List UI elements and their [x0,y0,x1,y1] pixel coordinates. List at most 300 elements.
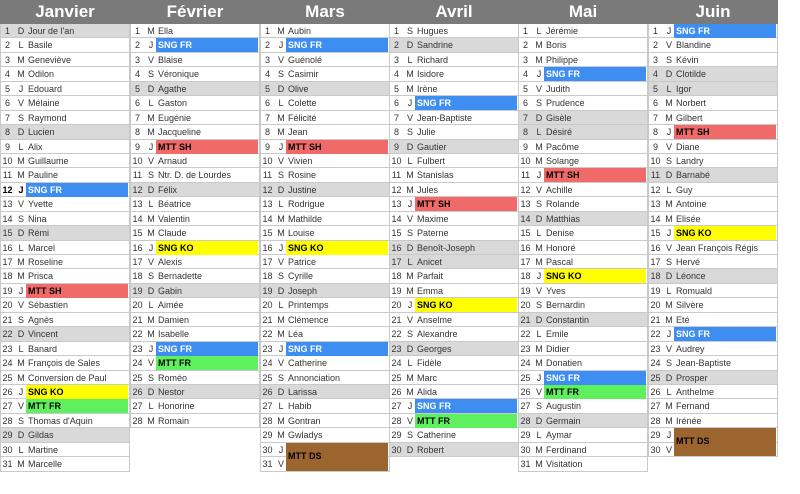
day-row[interactable] [389,96,519,110]
day-row[interactable] [260,67,390,81]
saint-name: Blandine [676,40,712,51]
month-title: Janvier [35,2,95,21]
day-row[interactable] [0,298,130,312]
day-row[interactable] [0,313,130,327]
weekday-letter: L [148,98,154,109]
day-row[interactable] [518,428,648,442]
day-number: 11 [520,170,531,181]
day-row[interactable] [518,125,648,139]
day-row[interactable] [0,38,130,52]
day-row[interactable] [130,385,260,399]
day-row[interactable] [389,168,519,182]
day-row[interactable] [0,385,130,399]
saint-name: Pascal [546,257,574,267]
weekday-letter: D [406,444,414,455]
weekday-letter: V [406,415,413,426]
day-row[interactable] [518,212,648,226]
day-row[interactable] [0,414,130,428]
day-row[interactable] [0,168,130,182]
day-row[interactable] [648,226,778,240]
weekday-letter: V [535,285,542,296]
day-row[interactable] [518,269,648,283]
day-row[interactable] [389,111,519,125]
day-row[interactable] [130,313,260,327]
day-row[interactable] [518,226,648,240]
day-row[interactable] [518,67,648,81]
day-row[interactable] [648,24,778,38]
day-row[interactable] [0,154,130,168]
day-row[interactable] [0,212,130,226]
day-row[interactable] [389,342,519,356]
day-row[interactable] [260,342,390,356]
day-row[interactable] [648,82,778,96]
day-row[interactable] [389,53,519,67]
day-number: 21 [132,314,143,325]
weekday-letter: V [535,386,542,397]
weekday-letter: M [277,127,285,138]
day-number: 18 [2,271,13,282]
day-row[interactable] [130,241,260,255]
day-row[interactable] [389,313,519,327]
day-row[interactable] [130,298,260,312]
day-row[interactable] [0,399,130,413]
weekday-letter: V [277,257,284,267]
weekday-letter: J [148,343,154,354]
day-number: 11 [132,170,143,181]
day-row[interactable] [389,154,519,168]
day-row[interactable] [0,241,130,255]
saint-name: Gaston [158,98,188,109]
day-number: 11 [391,170,402,181]
day-row[interactable] [518,313,648,327]
day-row[interactable] [260,327,390,341]
saint-name: Gisèle [546,112,572,123]
day-row[interactable] [260,82,390,96]
day-row[interactable] [518,356,648,370]
day-row[interactable] [518,82,648,96]
day-row[interactable] [518,371,648,385]
day-number: 6 [264,98,270,109]
day-row[interactable] [260,385,390,399]
day-row[interactable] [389,241,519,255]
day-row[interactable] [389,414,519,428]
day-row[interactable] [0,140,130,154]
day-row[interactable] [0,96,130,110]
weekday-letter: V [147,155,154,166]
day-row[interactable] [130,24,260,38]
day-row[interactable] [648,313,778,327]
day-row[interactable] [0,111,130,125]
weekday-letter: S [147,170,154,181]
weekday-letter: V [17,401,24,412]
day-row[interactable] [389,443,519,457]
saint-name: Yves [546,285,566,296]
day-row[interactable] [518,111,648,125]
day-row[interactable] [130,342,260,356]
day-row[interactable] [0,284,130,298]
day-row[interactable] [0,226,130,240]
day-row[interactable] [648,53,778,67]
day-row[interactable] [389,38,519,52]
day-row[interactable] [648,140,778,154]
day-number: 9 [393,141,399,152]
day-row[interactable] [130,82,260,96]
day-row[interactable] [648,197,778,211]
day-row[interactable] [130,168,260,182]
weekday-letter: S [406,329,413,340]
day-row[interactable] [648,154,778,168]
month-title: Mai [568,2,598,21]
day-row[interactable] [130,284,260,298]
day-row[interactable] [130,38,260,52]
day-row[interactable] [0,269,130,283]
day-row[interactable] [518,96,648,110]
day-number: 12 [520,184,531,195]
day-row[interactable] [518,255,648,269]
event-label: SNG FR [286,38,388,52]
day-row[interactable] [130,356,260,370]
saint-name: Mélaine [28,98,60,109]
event-label: SNG KO [156,241,258,255]
day-row[interactable] [389,371,519,385]
event-label: MTT SH [415,197,517,211]
day-row[interactable] [648,414,778,428]
day-row[interactable] [260,197,390,211]
day-row[interactable] [389,356,519,370]
day-row[interactable] [260,371,390,385]
saint-name: Jean François Régis [676,242,759,253]
day-row[interactable] [389,399,519,413]
day-number: 25 [2,372,13,383]
day-number: 5 [652,83,658,94]
saint-name: Honoré [546,242,576,253]
day-row[interactable] [0,53,130,67]
day-row[interactable] [518,183,648,197]
day-row[interactable] [389,82,519,96]
day-number: 14 [2,213,13,224]
day-row[interactable] [0,197,130,211]
day-row[interactable] [518,140,648,154]
day-row[interactable] [260,226,390,240]
weekday-letter: M [406,69,414,80]
day-row[interactable] [260,140,390,154]
day-row[interactable] [518,414,648,428]
day-row[interactable] [389,183,519,197]
day-row[interactable] [0,24,130,38]
saint-name: Habib [288,401,312,412]
weekday-letter: V [17,300,24,311]
saint-name: Aimée [158,300,184,311]
day-row[interactable] [389,385,519,399]
day-row[interactable] [0,183,130,197]
day-row[interactable] [260,96,390,110]
day-number: 18 [391,271,402,282]
saint-name: Larissa [288,386,318,397]
day-number: 14 [391,213,402,224]
saint-name: Hugues [417,26,449,36]
day-row[interactable] [260,38,390,52]
day-row[interactable] [130,53,260,67]
day-row[interactable] [518,457,648,471]
saint-name: Banard [28,343,58,354]
saint-name: Sandrine [417,40,454,51]
day-row[interactable] [260,241,390,255]
day-row[interactable] [130,399,260,413]
day-row[interactable] [0,327,130,341]
saint-name: Désiré [546,127,573,138]
day-row[interactable] [130,269,260,283]
day-row[interactable] [0,356,130,370]
weekday-letter: D [665,170,673,181]
saint-name: Nestor [158,386,185,397]
day-row[interactable] [389,212,519,226]
day-row[interactable] [260,269,390,283]
day-row[interactable] [0,82,130,96]
day-number: 14 [650,213,661,224]
day-row[interactable] [648,298,778,312]
day-row[interactable] [0,443,130,457]
weekday-letter: D [535,314,543,325]
saint-name: Achille [546,184,573,195]
day-row[interactable] [130,255,260,269]
day-row[interactable] [260,53,390,67]
day-row[interactable] [518,38,648,52]
day-number: 30 [2,444,13,455]
saint-name: Guénolé [288,54,323,65]
weekday-letter: M [147,314,155,325]
event-label: MTT FR [415,414,517,428]
day-row[interactable] [130,125,260,139]
saint-name: Fulbert [417,155,446,166]
weekday-letter: D [147,184,155,195]
saint-name: Guy [676,184,693,195]
day-row[interactable] [648,125,778,139]
day-row[interactable] [518,168,648,182]
day-row[interactable] [260,414,390,428]
weekday-letter: S [535,98,542,109]
day-row[interactable] [518,385,648,399]
day-row[interactable] [648,284,778,298]
day-number: 7 [264,112,270,123]
weekday-letter: M [17,257,25,267]
weekday-letter: J [278,343,284,354]
day-row[interactable] [648,111,778,125]
day-row[interactable] [648,67,778,81]
day-row[interactable] [389,140,519,154]
saint-name: Bernadette [158,271,203,282]
weekday-letter: D [535,112,543,123]
weekday-letter: S [17,213,24,224]
weekday-letter: S [406,127,413,138]
day-number: 17 [2,257,13,267]
day-row[interactable] [0,457,130,471]
day-row[interactable] [130,96,260,110]
day-row[interactable] [518,197,648,211]
event-label: SNG FR [674,327,776,341]
day-row[interactable] [518,154,648,168]
day-number: 15 [262,228,273,239]
weekday-letter: M [147,228,155,239]
day-number: 28 [2,415,13,426]
day-row[interactable] [0,371,130,385]
weekday-letter: S [17,415,24,426]
day-number: 3 [652,54,658,65]
day-row[interactable] [518,443,648,457]
saint-name: Blaise [158,54,183,65]
day-row[interactable] [389,269,519,283]
day-row[interactable] [648,385,778,399]
day-row[interactable] [0,67,130,81]
weekday-letter: V [406,314,413,325]
saint-name: Guillaume [28,155,69,166]
day-row[interactable] [648,428,778,447]
day-row[interactable] [260,168,390,182]
day-row[interactable] [130,154,260,168]
day-row[interactable] [260,125,390,139]
day-row[interactable] [130,67,260,81]
day-row[interactable] [648,327,778,341]
weekday-letter: L [666,83,672,94]
day-row[interactable] [0,125,130,139]
day-number: 26 [132,386,143,397]
day-row[interactable] [130,111,260,125]
saint-name: Félix [158,184,178,195]
day-row[interactable] [260,24,390,38]
saint-name: Constantin [546,314,590,325]
weekday-letter: L [407,257,413,267]
day-row[interactable] [260,443,390,461]
day-number: 8 [652,127,658,138]
weekday-letter: S [147,271,154,282]
weekday-letter: L [536,228,542,239]
day-row[interactable] [0,255,130,269]
day-row[interactable] [518,284,648,298]
day-row[interactable] [260,255,390,269]
day-row[interactable] [0,342,130,356]
saint-name: Solange [546,155,580,166]
day-row[interactable] [130,140,260,154]
weekday-letter: M [147,112,155,123]
day-row[interactable] [648,269,778,283]
month-title: Février [166,2,224,21]
day-number: 22 [391,329,402,340]
day-row[interactable] [130,414,260,428]
day-row[interactable] [260,154,390,168]
day-row[interactable] [389,255,519,269]
day-row[interactable] [260,284,390,298]
day-row[interactable] [648,96,778,110]
day-number: 3 [4,54,10,65]
weekday-letter: J [666,329,672,340]
weekday-letter: S [147,372,154,383]
day-row[interactable] [648,255,778,269]
weekday-letter: D [17,228,25,239]
saint-name: Eté [676,314,690,325]
day-number: 27 [132,401,143,412]
weekday-letter: M [147,26,155,36]
day-row[interactable] [648,168,778,182]
day-row[interactable] [389,226,519,240]
day-row[interactable] [389,125,519,139]
day-row[interactable] [389,284,519,298]
weekday-letter: M [277,329,285,340]
weekday-letter: V [665,444,672,455]
day-row[interactable] [389,298,519,312]
day-number: 9 [652,141,658,152]
day-row[interactable] [260,183,390,197]
day-number: 8 [4,127,10,138]
day-row[interactable] [518,399,648,413]
day-number: 17 [650,257,661,267]
day-row[interactable] [260,399,390,413]
day-row[interactable] [260,111,390,125]
weekday-letter: J [148,40,154,51]
day-row[interactable] [648,399,778,413]
saint-name: Donatien [546,358,583,369]
day-row[interactable] [260,356,390,370]
day-row[interactable] [260,313,390,327]
saint-name: Boris [546,40,567,51]
day-number: 22 [132,329,143,340]
day-row[interactable] [130,197,260,211]
day-row[interactable] [130,212,260,226]
day-row[interactable] [648,212,778,226]
day-row[interactable] [518,24,648,38]
day-row[interactable] [130,327,260,341]
day-row[interactable] [130,371,260,385]
day-number: 24 [2,358,13,369]
day-row[interactable] [389,67,519,81]
saint-name: Eugénie [158,112,192,123]
day-number: 4 [134,69,140,80]
saint-name: Paterne [417,228,449,239]
weekday-letter: D [147,386,155,397]
day-row[interactable] [648,241,778,255]
day-row[interactable] [648,183,778,197]
day-row[interactable] [648,38,778,52]
day-number: 27 [650,401,661,412]
weekday-letter: V [277,54,284,65]
day-row[interactable] [389,197,519,211]
day-row[interactable] [389,327,519,341]
weekday-letter: L [18,343,24,354]
day-row[interactable] [518,298,648,312]
day-number: 19 [520,285,531,296]
day-row[interactable] [648,342,778,356]
day-number: 12 [2,184,13,195]
day-row[interactable] [0,428,130,442]
day-row[interactable] [130,226,260,240]
day-row[interactable] [389,24,519,38]
saint-name: Mathilde [288,213,323,224]
day-row[interactable] [648,371,778,385]
day-row[interactable] [518,53,648,67]
day-row[interactable] [518,241,648,255]
day-row[interactable] [260,428,390,442]
event-label: MTT DS [674,428,776,456]
day-number: 2 [652,40,658,51]
day-row[interactable] [260,212,390,226]
day-row[interactable] [130,183,260,197]
weekday-letter: L [278,98,284,109]
day-row[interactable] [518,342,648,356]
saint-name: Antoine [676,199,707,210]
day-row[interactable] [389,428,519,442]
month-title: Avril [435,2,473,21]
day-row[interactable] [518,327,648,341]
day-row[interactable] [648,356,778,370]
day-row[interactable] [260,298,390,312]
